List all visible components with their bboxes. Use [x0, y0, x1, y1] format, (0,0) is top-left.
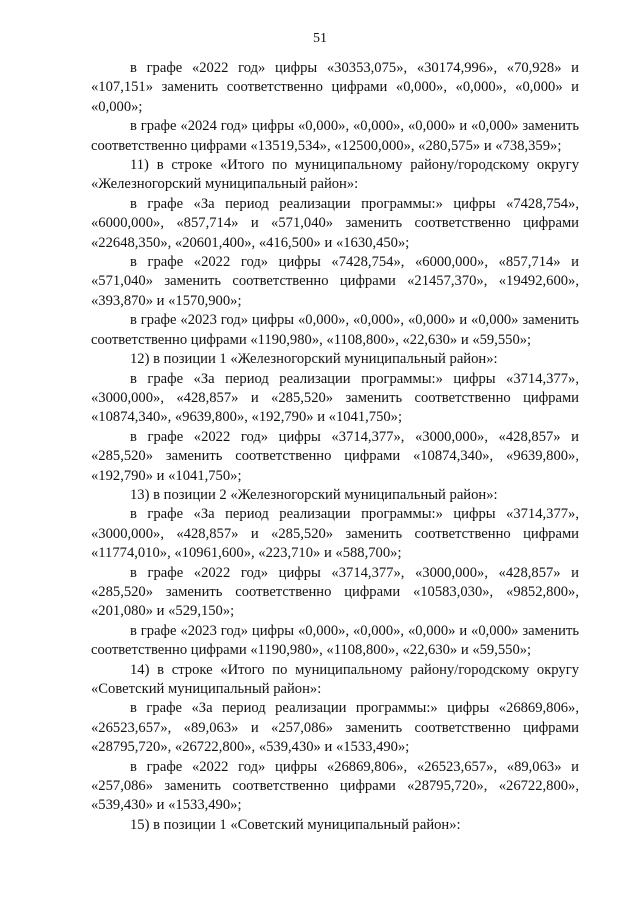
- paragraph: в графе «2024 год» цифры «0,000», «0,000», «0,000» и «0,000» заменить соответственно цифрами «13519,534», «12500,000», «280,575» и «738,359»;: [91, 118, 579, 154]
- paragraph: в графе «2023 год» цифры «0,000», «0,000», «0,000» и «0,000» заменить соответственно цифрами «1190,980», «1108,800», «22,630» и «59,550»;: [91, 312, 579, 348]
- paragraph: в графе «2022 год» цифры «26869,806», «26523,657», «89,063» и «257,086» заменить соответственно цифрами «28795,720», «26722,800», «539,430» и «1533,490»;: [91, 758, 579, 814]
- paragraph: 15) в позиции 1 «Советский муниципальный район»:: [130, 816, 461, 833]
- page-number: 51: [313, 31, 327, 46]
- paragraph: 13) в позиции 2 «Железногорский муниципальный район»:: [130, 486, 498, 503]
- paragraph: 11) в строке «Итого по муниципальному району/городскому округу «Железногорский муниципальный район»:: [91, 157, 579, 193]
- paragraph: в графе «За период реализации программы:» цифры «3714,377», «3000,000», «428,857» и «285,520» заменить соответственно цифрами «11774,010», «10961,600», «223,710» и «588,700»;: [91, 506, 579, 562]
- document-body: [91, 59, 579, 835]
- paragraph: в графе «2023 год» цифры «0,000», «0,000», «0,000» и «0,000» заменить соответственно цифрами «1190,980», «1108,800», «22,630» и «59,550»;: [91, 622, 579, 659]
- paragraph: в графе «За период реализации программы:» цифры «26869,806», «26523,657», «89,063» и «257,086» заменить соответственно цифрами «28795,720», «26722,800», «539,430» и «1533,490»;: [91, 700, 579, 756]
- paragraph: в графе «2022 год» цифры «3714,377», «3000,000», «428,857» и «285,520» заменить соответственно цифрами «10583,030», «9852,800», «201,080» и «529,150»;: [91, 564, 579, 620]
- paragraph: в графе «2022 год» цифры «30353,075», «30174,996», «70,928» и «107,151» заменить соответственно цифрами «0,000», «0,000», «0,000» и «0,000»;: [91, 60, 579, 115]
- paragraph: в графе «За период реализации программы:» цифры «3714,377», «3000,000», «428,857» и «285,520» заменить соответственно цифрами «10874,340», «9639,800», «192,790» и «1041,750»;: [91, 370, 579, 426]
- paragraph: в графе «2022 год» цифры «3714,377», «3000,000», «428,857» и «285,520» заменить соответственно цифрами «10874,340», «9639,800», «192,790» и «1041,750»;: [91, 428, 579, 484]
- paragraph: в графе «За период реализации программы:» цифры «7428,754», «6000,000», «857,714» и «571,040» заменить соответственно цифрами «22648,350», «20601,400», «416,500» и «1630,450»;: [91, 195, 579, 251]
- paragraph: 12) в позиции 1 «Железногорский муниципальный район»:: [130, 351, 498, 368]
- paragraph: 14) в строке «Итого по муниципальному району/городскому округу «Советский муниципальный район»:: [91, 661, 579, 697]
- paragraph: в графе «2022 год» цифры «7428,754», «6000,000», «857,714» и «571,040» заменить соответственно цифрами «21457,370», «19492,600», «393,870» и «1570,900»;: [91, 254, 579, 309]
